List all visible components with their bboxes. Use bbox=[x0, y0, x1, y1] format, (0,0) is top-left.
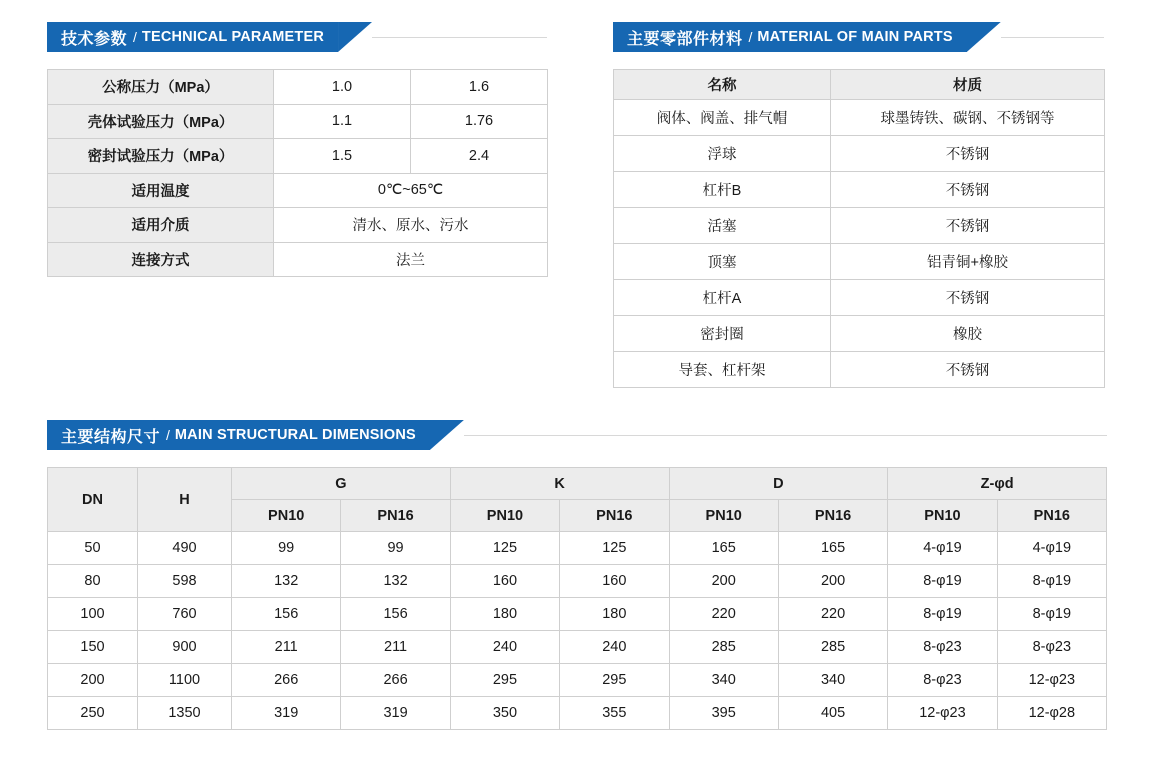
dim-subheader-k-pn10: PN10 bbox=[450, 500, 559, 532]
material-part-name: 顶塞 bbox=[614, 244, 831, 280]
table-header-row bbox=[48, 468, 1107, 500]
section-header-material bbox=[613, 22, 1104, 52]
dim-cell-z-pn10: 4-φ19 bbox=[888, 532, 997, 565]
dim-subheader-g-pn16: PN16 bbox=[341, 500, 450, 532]
dim-cell-h: 1350 bbox=[138, 697, 232, 730]
dim-cell-d-pn10: 340 bbox=[669, 664, 778, 697]
tech-value-span: 法兰 bbox=[274, 242, 548, 277]
section-header-dimensions bbox=[47, 420, 1107, 450]
material-part-material: 球墨铸铁、碳钢、不锈钢等 bbox=[831, 100, 1105, 136]
section-title-cn: 主要零部件材料 bbox=[627, 30, 743, 48]
material-header-name: 名称 bbox=[614, 70, 831, 100]
table-row bbox=[614, 316, 1105, 352]
section-title-cn: 技术参数 bbox=[61, 30, 128, 48]
section-title-separator: / bbox=[133, 29, 137, 45]
tech-value-pn10: 1.0 bbox=[274, 70, 411, 105]
table-row bbox=[614, 100, 1105, 136]
section-title-cn: 主要结构尺寸 bbox=[61, 428, 161, 446]
dim-cell-d-pn10: 200 bbox=[669, 565, 778, 598]
tech-label: 密封试验压力（MPa） bbox=[48, 139, 274, 174]
material-part-name: 杠杆B bbox=[614, 172, 831, 208]
banner-rule bbox=[372, 22, 547, 52]
dimensions-table bbox=[47, 467, 1107, 730]
tech-value-pn10: 1.5 bbox=[274, 139, 411, 174]
section-title-en: MATERIAL OF MAIN PARTS bbox=[757, 29, 953, 45]
dim-cell-z-pn10: 8-φ19 bbox=[888, 565, 997, 598]
dim-cell-z-pn10: 8-φ23 bbox=[888, 631, 997, 664]
table-row bbox=[48, 104, 548, 139]
dim-cell-g-pn10: 211 bbox=[232, 631, 341, 664]
dim-cell-g-pn10: 99 bbox=[232, 532, 341, 565]
table-row bbox=[614, 244, 1105, 280]
dim-cell-z-pn10: 8-φ23 bbox=[888, 664, 997, 697]
table-row bbox=[48, 664, 1107, 697]
dim-subheader-z-pn10: PN10 bbox=[888, 500, 997, 532]
dim-header-d: D bbox=[669, 468, 888, 500]
banner-rule bbox=[464, 420, 1107, 450]
dim-subheader-d-pn16: PN16 bbox=[778, 500, 887, 532]
material-part-name: 杠杆A bbox=[614, 280, 831, 316]
tech-value-pn16: 2.4 bbox=[411, 139, 548, 174]
dim-cell-k-pn10: 125 bbox=[450, 532, 559, 565]
dim-cell-g-pn16: 99 bbox=[341, 532, 450, 565]
material-part-name: 密封圈 bbox=[614, 316, 831, 352]
table-row bbox=[48, 70, 548, 105]
section-title-separator: / bbox=[748, 29, 753, 45]
material-part-material: 不锈钢 bbox=[831, 136, 1105, 172]
dim-cell-k-pn16: 180 bbox=[560, 598, 669, 631]
dim-cell-dn: 100 bbox=[48, 598, 138, 631]
table-row bbox=[48, 565, 1107, 598]
dim-cell-k-pn10: 295 bbox=[450, 664, 559, 697]
dim-cell-g-pn10: 156 bbox=[232, 598, 341, 631]
section-title-en: TECHNICAL PARAMETER bbox=[141, 29, 325, 45]
dim-cell-k-pn16: 240 bbox=[560, 631, 669, 664]
dim-cell-h: 1100 bbox=[138, 664, 232, 697]
dim-cell-z-pn10: 12-φ23 bbox=[888, 697, 997, 730]
dim-cell-z-pn16: 12-φ23 bbox=[997, 664, 1106, 697]
dim-subheader-k-pn16: PN16 bbox=[560, 500, 669, 532]
dim-cell-z-pn16: 4-φ19 bbox=[997, 532, 1106, 565]
dim-subheader-d-pn10: PN10 bbox=[669, 500, 778, 532]
dim-cell-d-pn16: 200 bbox=[778, 565, 887, 598]
material-part-material: 不锈钢 bbox=[831, 280, 1105, 316]
tech-value-pn16: 1.6 bbox=[411, 70, 548, 105]
section-technical-parameter bbox=[47, 22, 547, 277]
tech-label: 公称压力（MPa） bbox=[48, 70, 274, 105]
section-title-en: MAIN STRUCTURAL DIMENSIONS bbox=[174, 427, 416, 443]
section-header-bar bbox=[47, 22, 338, 52]
dim-cell-k-pn10: 180 bbox=[450, 598, 559, 631]
dim-cell-z-pn16: 12-φ28 bbox=[997, 697, 1106, 730]
table-row bbox=[48, 532, 1107, 565]
table-row bbox=[48, 697, 1107, 730]
dim-cell-d-pn16: 165 bbox=[778, 532, 887, 565]
dim-cell-k-pn10: 160 bbox=[450, 565, 559, 598]
dim-cell-g-pn16: 211 bbox=[341, 631, 450, 664]
material-part-name: 活塞 bbox=[614, 208, 831, 244]
dim-cell-dn: 80 bbox=[48, 565, 138, 598]
banner-wedge bbox=[338, 22, 372, 52]
tech-label: 壳体试验压力（MPa） bbox=[48, 104, 274, 139]
dim-cell-h: 490 bbox=[138, 532, 232, 565]
dim-header-h: H bbox=[138, 468, 232, 532]
dim-cell-k-pn10: 350 bbox=[450, 697, 559, 730]
dim-cell-d-pn10: 395 bbox=[669, 697, 778, 730]
table-row bbox=[614, 280, 1105, 316]
material-part-material: 不锈钢 bbox=[831, 172, 1105, 208]
dim-cell-z-pn16: 8-φ19 bbox=[997, 565, 1106, 598]
tech-value-pn10: 1.1 bbox=[274, 104, 411, 139]
dim-cell-g-pn10: 266 bbox=[232, 664, 341, 697]
dim-cell-k-pn16: 355 bbox=[560, 697, 669, 730]
banner-wedge bbox=[967, 22, 1001, 52]
material-part-material: 铝青铜+橡胶 bbox=[831, 244, 1105, 280]
dim-cell-k-pn10: 240 bbox=[450, 631, 559, 664]
dim-cell-g-pn10: 132 bbox=[232, 565, 341, 598]
material-part-material: 不锈钢 bbox=[831, 208, 1105, 244]
section-main-structural-dimensions bbox=[47, 420, 1107, 730]
dim-cell-g-pn10: 319 bbox=[232, 697, 341, 730]
tech-label: 适用温度 bbox=[48, 173, 274, 208]
dim-subheader-g-pn10: PN10 bbox=[232, 500, 341, 532]
dim-cell-dn: 150 bbox=[48, 631, 138, 664]
dim-cell-d-pn16: 285 bbox=[778, 631, 887, 664]
table-row bbox=[614, 172, 1105, 208]
dim-cell-z-pn16: 8-φ19 bbox=[997, 598, 1106, 631]
table-row bbox=[614, 208, 1105, 244]
table-row bbox=[48, 173, 548, 208]
section-material-of-main-parts bbox=[613, 22, 1104, 388]
tech-value-span: 0℃~65℃ bbox=[274, 173, 548, 208]
table-row bbox=[48, 598, 1107, 631]
dim-cell-dn: 50 bbox=[48, 532, 138, 565]
table-row bbox=[48, 242, 548, 277]
banner-wedge bbox=[430, 420, 464, 450]
table-row bbox=[48, 631, 1107, 664]
dim-cell-h: 598 bbox=[138, 565, 232, 598]
material-part-material: 橡胶 bbox=[831, 316, 1105, 352]
dim-header-dn: DN bbox=[48, 468, 138, 532]
dim-cell-g-pn16: 319 bbox=[341, 697, 450, 730]
dim-cell-d-pn16: 220 bbox=[778, 598, 887, 631]
dim-cell-d-pn10: 285 bbox=[669, 631, 778, 664]
dim-cell-h: 900 bbox=[138, 631, 232, 664]
dim-cell-d-pn16: 405 bbox=[778, 697, 887, 730]
dim-cell-k-pn16: 295 bbox=[560, 664, 669, 697]
dim-cell-k-pn16: 125 bbox=[560, 532, 669, 565]
dim-cell-k-pn16: 160 bbox=[560, 565, 669, 598]
banner-rule bbox=[1001, 22, 1104, 52]
dim-cell-d-pn16: 340 bbox=[778, 664, 887, 697]
section-header-bar bbox=[613, 22, 967, 52]
dim-cell-d-pn10: 220 bbox=[669, 598, 778, 631]
material-part-name: 导套、杠杆架 bbox=[614, 352, 831, 388]
dim-cell-g-pn16: 156 bbox=[341, 598, 450, 631]
technical-parameter-table bbox=[47, 69, 548, 277]
section-header-technical bbox=[47, 22, 547, 52]
material-part-material: 不锈钢 bbox=[831, 352, 1105, 388]
material-part-name: 浮球 bbox=[614, 136, 831, 172]
section-header-bar bbox=[47, 420, 430, 450]
dim-cell-g-pn16: 266 bbox=[341, 664, 450, 697]
dim-cell-z-pn16: 8-φ23 bbox=[997, 631, 1106, 664]
material-table bbox=[613, 69, 1105, 388]
tech-label: 连接方式 bbox=[48, 242, 274, 277]
table-row bbox=[48, 208, 548, 243]
dim-header-zd: Z-φd bbox=[888, 468, 1107, 500]
dim-cell-z-pn10: 8-φ19 bbox=[888, 598, 997, 631]
dim-header-g: G bbox=[232, 468, 451, 500]
dim-subheader-z-pn16: PN16 bbox=[997, 500, 1106, 532]
dim-cell-g-pn16: 132 bbox=[341, 565, 450, 598]
dim-cell-dn: 200 bbox=[48, 664, 138, 697]
section-title-separator: / bbox=[166, 427, 170, 443]
dim-cell-h: 760 bbox=[138, 598, 232, 631]
table-row bbox=[48, 139, 548, 174]
tech-label: 适用介质 bbox=[48, 208, 274, 243]
table-header-row bbox=[614, 70, 1105, 100]
dim-header-k: K bbox=[450, 468, 669, 500]
tech-value-span: 清水、原水、污水 bbox=[274, 208, 548, 243]
material-header-material: 材质 bbox=[831, 70, 1105, 100]
table-row bbox=[614, 136, 1105, 172]
table-row bbox=[614, 352, 1105, 388]
material-part-name: 阀体、阀盖、排气帽 bbox=[614, 100, 831, 136]
dim-cell-dn: 250 bbox=[48, 697, 138, 730]
tech-value-pn16: 1.76 bbox=[411, 104, 548, 139]
dim-cell-d-pn10: 165 bbox=[669, 532, 778, 565]
